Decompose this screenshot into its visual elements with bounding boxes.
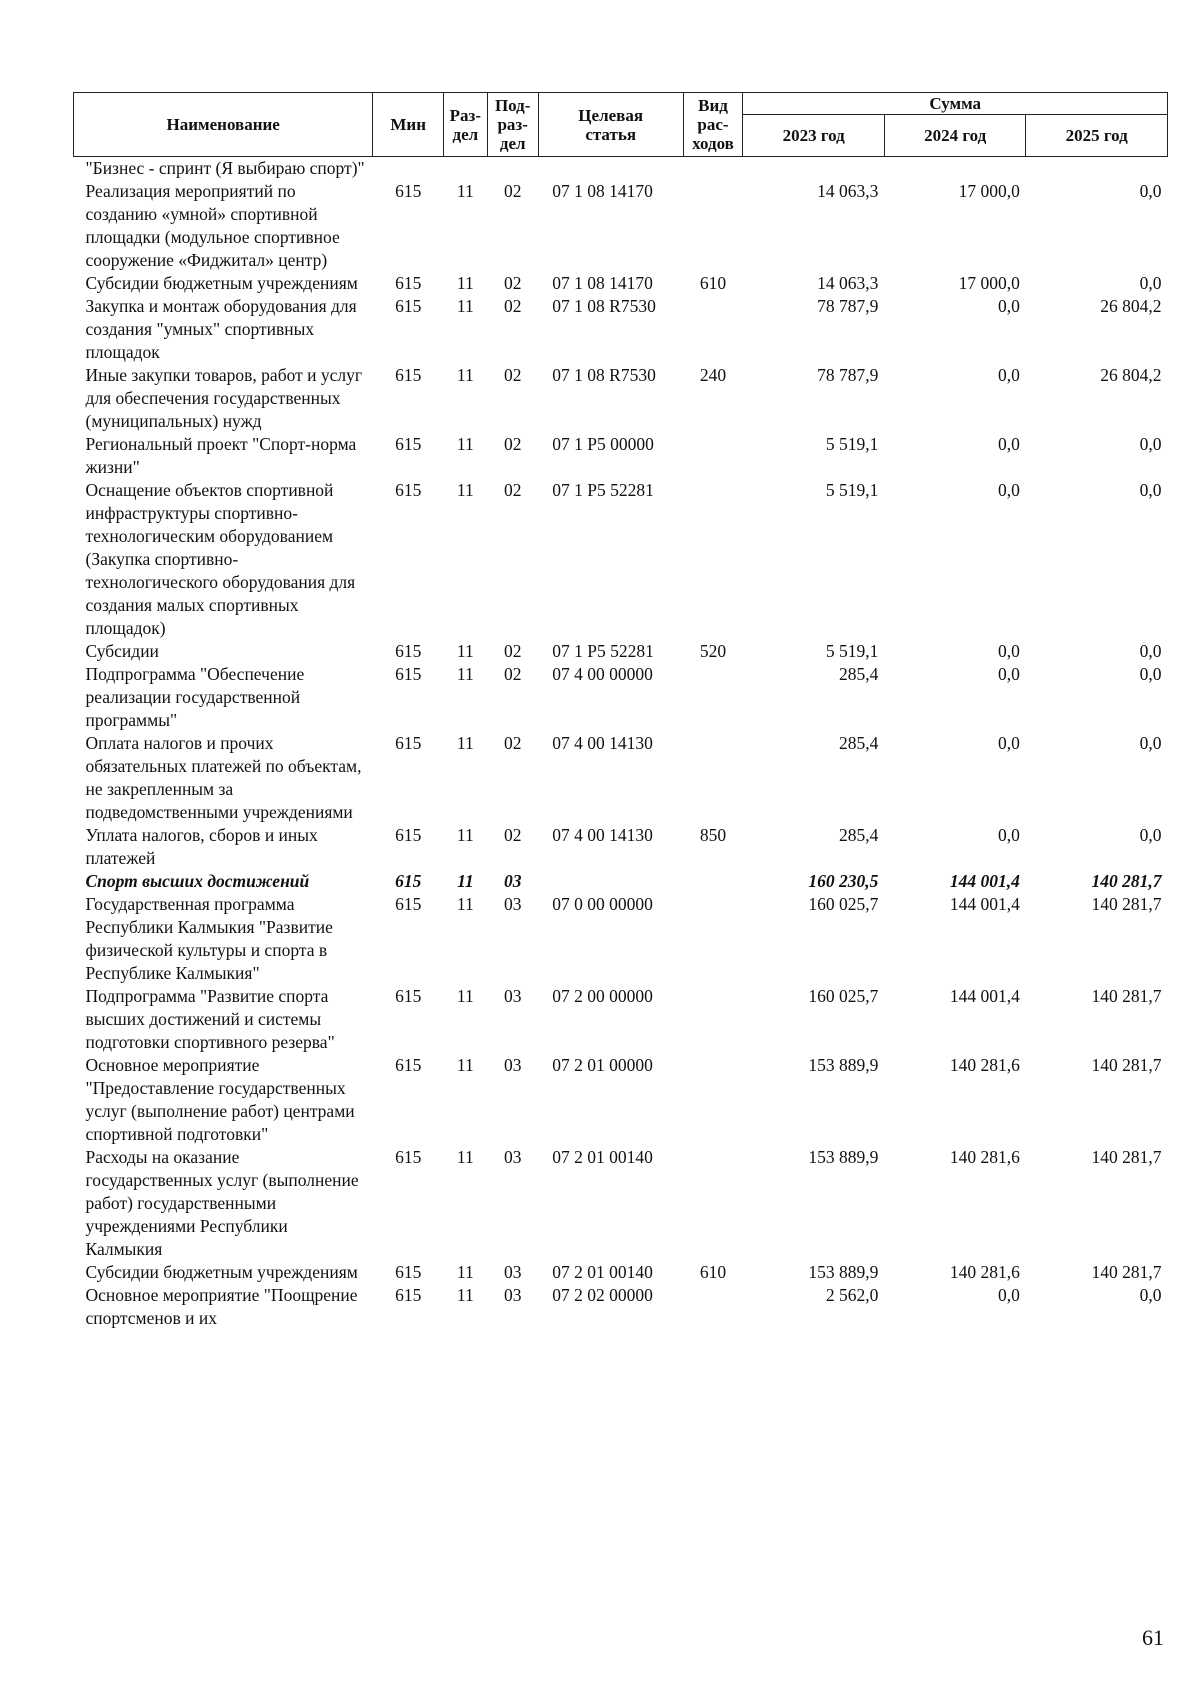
- cell-target: 07 1 P5 52281: [552, 480, 654, 500]
- cell-y2024: 140 281,6: [949, 1055, 1020, 1075]
- budget-table-sheet: [73, 92, 1168, 1330]
- cell-rz: 11: [456, 894, 474, 914]
- cell-target: 07 2 00 00000: [552, 986, 653, 1006]
- cell-pr: 02: [503, 365, 522, 385]
- cell-y2023: 285,4: [839, 664, 879, 684]
- cell-y2023: 2 562,0: [825, 1285, 879, 1305]
- cell-rz: 11: [456, 641, 474, 661]
- cell-y2023: 153 889,9: [808, 1147, 879, 1167]
- cell-vid: [683, 433, 743, 479]
- cell-rz: 11: [456, 733, 474, 753]
- cell-y2023: [743, 157, 885, 181]
- cell-y2024: 0,0: [998, 480, 1020, 500]
- cell-vid: [683, 1054, 743, 1146]
- header-vid: Вид рас- ходов: [683, 93, 743, 157]
- cell-y2025: 140 281,7: [1091, 1055, 1162, 1075]
- cell-pr: 02: [503, 664, 522, 684]
- budget-table: [73, 92, 1168, 1330]
- cell-name: Подпрограмма "Развитие спорта высших достижений и системы подготовки спортивного резерва": [85, 986, 335, 1052]
- cell-pr: 02: [503, 273, 522, 293]
- cell-rz: 11: [456, 1055, 474, 1075]
- cell-target: [538, 157, 683, 181]
- cell-y2023: 160 025,7: [808, 894, 879, 914]
- cell-target: 07 0 00 00000: [552, 894, 653, 914]
- cell-pr: 03: [503, 1055, 522, 1075]
- cell-name: Уплата налогов, сборов и иных платежей: [85, 825, 318, 868]
- cell-min: 615: [395, 871, 422, 891]
- cell-y2024: 0,0: [998, 434, 1020, 454]
- cell-y2023: 5 519,1: [825, 434, 879, 454]
- cell-min: 615: [395, 733, 422, 753]
- cell-y2024: [884, 157, 1026, 181]
- cell-name: "Бизнес - спринт (Я выбираю спорт)": [85, 158, 365, 178]
- table-row: [74, 985, 1168, 1054]
- cell-pr: 02: [503, 825, 522, 845]
- cell-y2024: 0,0: [998, 825, 1020, 845]
- table-row: [74, 433, 1168, 479]
- cell-y2025: 140 281,7: [1091, 1147, 1162, 1167]
- cell-y2024: 17 000,0: [958, 273, 1020, 293]
- cell-vid: [683, 180, 743, 272]
- cell-y2023: 160 230,5: [808, 871, 879, 891]
- cell-name: Спорт высших достижений: [85, 871, 310, 891]
- cell-pr: 02: [503, 641, 522, 661]
- cell-min: 615: [395, 1262, 422, 1282]
- cell-y2024: 140 281,6: [949, 1262, 1020, 1282]
- cell-y2025: 0,0: [1139, 434, 1162, 454]
- cell-min: 615: [395, 664, 422, 684]
- cell-y2025: 0,0: [1139, 1285, 1162, 1305]
- cell-y2024: 0,0: [998, 733, 1020, 753]
- cell-name: Реализация мероприятий по созданию «умной» спортивной площадки (модульное спортивное сооружение «Фиджитал» центр): [85, 181, 340, 270]
- cell-y2025: 0,0: [1139, 733, 1162, 753]
- cell-pr: 03: [503, 1262, 522, 1282]
- cell-pr: 03: [503, 871, 522, 891]
- cell-target: [538, 870, 683, 893]
- page-number: 61: [1142, 1625, 1164, 1650]
- cell-rz: 11: [456, 181, 474, 201]
- cell-name: Иные закупки товаров, работ и услуг для обеспечения государственных (муниципальных) нужд: [85, 365, 363, 431]
- cell-pr: 02: [503, 296, 522, 316]
- cell-y2024: 0,0: [998, 365, 1020, 385]
- cell-target: 07 2 02 00000: [552, 1285, 653, 1305]
- table-row: [74, 295, 1168, 364]
- cell-rz: 11: [456, 664, 474, 684]
- cell-y2025: [1026, 157, 1168, 181]
- cell-vid: [683, 1146, 743, 1261]
- cell-pr: [487, 157, 538, 181]
- cell-name: Расходы на оказание государственных услуг (выполнение работ) государственными учреждениями Республики Калмыкия: [85, 1147, 359, 1259]
- header-target: Целевая статья: [538, 93, 683, 157]
- header-razdel: Раз- дел: [444, 93, 488, 157]
- cell-name: Субсидии бюджетным учреждениям: [85, 273, 358, 293]
- cell-y2023: 5 519,1: [825, 480, 879, 500]
- cell-target: 07 1 08 R7530: [552, 365, 656, 385]
- cell-y2025: 0,0: [1139, 273, 1162, 293]
- header-min: Мин: [373, 93, 444, 157]
- cell-rz: 11: [456, 825, 474, 845]
- cell-min: 615: [395, 273, 422, 293]
- cell-min: 615: [395, 825, 422, 845]
- header-name: Наименование: [74, 93, 373, 157]
- cell-name: Государственная программа Республики Калмыкия "Развитие физической культуры и спорта в Республике Калмыкия": [85, 894, 333, 983]
- cell-min: 615: [395, 641, 422, 661]
- cell-y2023: 153 889,9: [808, 1262, 879, 1282]
- cell-name: Субсидии: [85, 641, 159, 661]
- table-row: [74, 870, 1168, 893]
- cell-rz: 11: [456, 986, 474, 1006]
- cell-y2024: 144 001,4: [949, 986, 1020, 1006]
- cell-vid: [683, 295, 743, 364]
- cell-y2025: 140 281,7: [1091, 894, 1162, 914]
- cell-pr: 03: [503, 1285, 522, 1305]
- cell-pr: 02: [503, 480, 522, 500]
- cell-rz: 11: [456, 365, 474, 385]
- cell-y2023: 285,4: [839, 733, 879, 753]
- header-2024: 2024 год: [884, 115, 1026, 157]
- cell-rz: 11: [456, 434, 474, 454]
- header-2025: 2025 год: [1026, 115, 1168, 157]
- cell-min: 615: [395, 434, 422, 454]
- table-row: [74, 479, 1168, 640]
- cell-pr: 03: [503, 894, 522, 914]
- cell-vid: [683, 1284, 743, 1330]
- cell-y2023: 5 519,1: [825, 641, 879, 661]
- cell-pr: 02: [503, 733, 522, 753]
- cell-target: 07 2 01 00000: [552, 1055, 653, 1075]
- cell-rz: 11: [456, 273, 474, 293]
- cell-pr: 02: [503, 434, 522, 454]
- cell-y2025: 0,0: [1139, 641, 1162, 661]
- cell-y2023: 285,4: [839, 825, 879, 845]
- header-2023: 2023 год: [743, 115, 885, 157]
- cell-target: 07 4 00 00000: [552, 664, 653, 684]
- cell-y2025: 140 281,7: [1091, 1262, 1162, 1282]
- cell-name: Субсидии бюджетным учреждениям: [85, 1262, 358, 1282]
- cell-min: 615: [395, 365, 422, 385]
- cell-pr: 02: [503, 181, 522, 201]
- cell-min: [373, 157, 444, 181]
- table-row: [74, 272, 1168, 295]
- cell-y2025: 26 804,2: [1100, 365, 1162, 385]
- cell-vid: [683, 157, 743, 181]
- cell-target: 07 4 00 14130: [552, 733, 653, 753]
- cell-y2023: 78 787,9: [817, 365, 879, 385]
- cell-min: 615: [395, 296, 422, 316]
- cell-vid: 610: [699, 273, 727, 293]
- cell-min: 615: [395, 894, 422, 914]
- cell-y2025: 26 804,2: [1100, 296, 1162, 316]
- cell-y2025: 140 281,7: [1091, 871, 1162, 891]
- cell-y2024: 144 001,4: [949, 894, 1020, 914]
- cell-target: 07 1 08 R7530: [552, 296, 656, 316]
- cell-y2023: 160 025,7: [808, 986, 879, 1006]
- cell-name: Закупка и монтаж оборудования для создания "умных" спортивных площадок: [85, 296, 357, 362]
- cell-name: Основное мероприятие "Поощрение спортсменов и их: [85, 1285, 358, 1328]
- cell-rz: [444, 157, 488, 181]
- cell-y2024: 144 001,4: [949, 871, 1020, 891]
- cell-target: 07 1 P5 52281: [552, 641, 654, 661]
- cell-vid: [683, 479, 743, 640]
- cell-y2025: 0,0: [1139, 825, 1162, 845]
- cell-vid: 850: [699, 825, 727, 845]
- cell-vid: [683, 732, 743, 824]
- cell-rz: 11: [456, 1285, 474, 1305]
- cell-y2025: 0,0: [1139, 181, 1162, 201]
- cell-rz: 11: [456, 296, 474, 316]
- cell-name: Оснащение объектов спортивной инфраструктуры спортивно-технологическим оборудованием (Закупка спортивно-технологического оборудования для создания малых спортивных площадок): [85, 480, 356, 638]
- table-header: [74, 93, 1168, 157]
- cell-name: Подпрограмма "Обеспечение реализации государственной программы": [85, 664, 305, 730]
- cell-min: 615: [395, 181, 422, 201]
- cell-vid: 610: [699, 1262, 727, 1282]
- cell-min: 615: [395, 480, 422, 500]
- cell-y2023: 153 889,9: [808, 1055, 879, 1075]
- table-row: [74, 1054, 1168, 1146]
- cell-y2025: 0,0: [1139, 480, 1162, 500]
- cell-vid: [683, 663, 743, 732]
- cell-y2023: 14 063,3: [817, 273, 879, 293]
- table-row: [74, 893, 1168, 985]
- header-podrazdel: Под- раз- дел: [487, 93, 538, 157]
- table-row: [74, 663, 1168, 732]
- cell-y2024: 140 281,6: [949, 1147, 1020, 1167]
- cell-rz: 11: [456, 1147, 474, 1167]
- cell-rz: 11: [457, 871, 474, 891]
- table-row: [74, 1261, 1168, 1284]
- cell-y2024: 0,0: [998, 1285, 1020, 1305]
- table-row: [74, 180, 1168, 272]
- table-body: [74, 157, 1168, 1331]
- cell-target: 07 1 08 14170: [552, 273, 653, 293]
- cell-name: Основное мероприятие "Предоставление государственных услуг (выполнение работ) центрами спортивной подготовки": [85, 1055, 355, 1144]
- cell-vid: [683, 893, 743, 985]
- cell-y2025: 140 281,7: [1091, 986, 1162, 1006]
- cell-vid: 520: [699, 641, 727, 661]
- cell-vid: [683, 870, 743, 893]
- cell-pr: 03: [503, 1147, 522, 1167]
- table-row: [74, 1146, 1168, 1261]
- cell-name: Оплата налогов и прочих обязательных платежей по объектам, не закрепленным за подведомственными учреждениями: [85, 733, 362, 822]
- table-row: [74, 640, 1168, 663]
- cell-vid: [683, 985, 743, 1054]
- cell-y2025: 0,0: [1139, 664, 1162, 684]
- cell-min: 615: [395, 1147, 422, 1167]
- header-summa: Сумма: [743, 93, 1168, 115]
- cell-rz: 11: [456, 480, 474, 500]
- cell-y2024: 0,0: [998, 664, 1020, 684]
- cell-rz: 11: [456, 1262, 474, 1282]
- cell-y2024: 0,0: [998, 641, 1020, 661]
- cell-name: Региональный проект "Спорт-норма жизни": [85, 434, 357, 477]
- cell-vid: 240: [699, 365, 727, 385]
- cell-y2024: 17 000,0: [958, 181, 1020, 201]
- cell-target: 07 2 01 00140: [552, 1262, 653, 1282]
- table-row: [74, 364, 1168, 433]
- cell-min: 615: [395, 1285, 422, 1305]
- cell-y2023: 14 063,3: [817, 181, 879, 201]
- table-row: [74, 1284, 1168, 1330]
- cell-target: 07 1 P5 00000: [552, 434, 654, 454]
- table-row: [74, 732, 1168, 824]
- table-row: [74, 824, 1168, 870]
- cell-min: 615: [395, 986, 422, 1006]
- cell-y2023: 78 787,9: [817, 296, 879, 316]
- cell-target: 07 2 01 00140: [552, 1147, 653, 1167]
- cell-target: 07 1 08 14170: [552, 181, 653, 201]
- cell-target: 07 4 00 14130: [552, 825, 653, 845]
- cell-min: 615: [395, 1055, 422, 1075]
- table-row: [74, 157, 1168, 181]
- cell-y2024: 0,0: [998, 296, 1020, 316]
- cell-pr: 03: [503, 986, 522, 1006]
